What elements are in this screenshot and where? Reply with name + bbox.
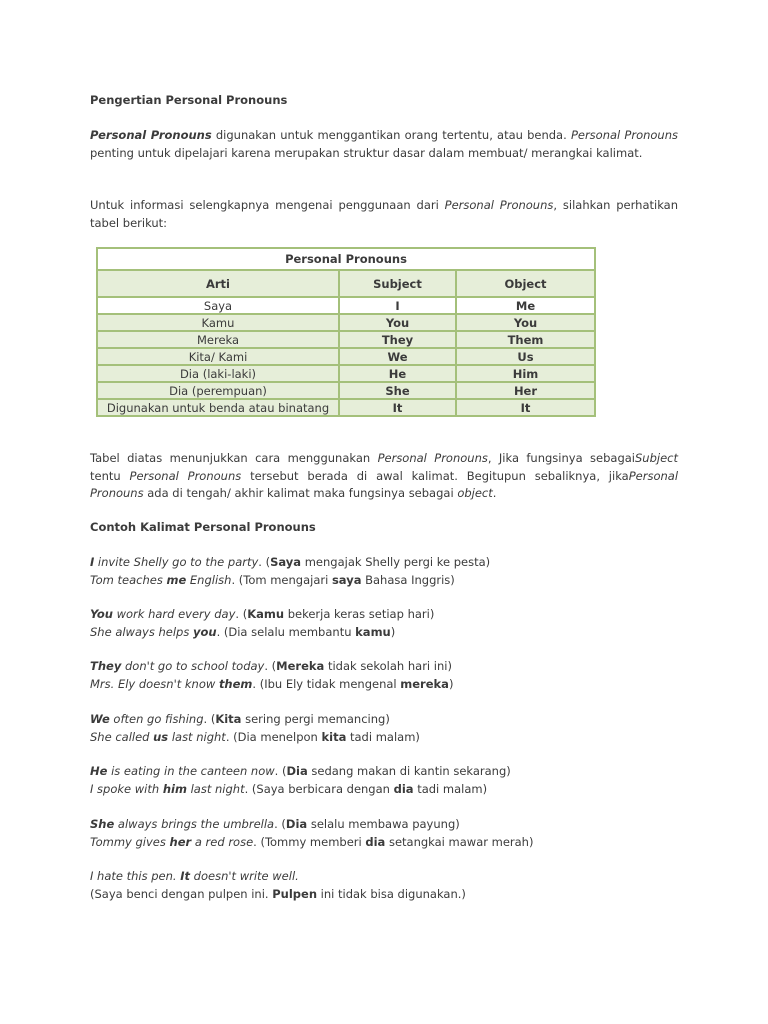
table-row [97, 382, 595, 399]
cell-subject: It [339, 399, 456, 416]
example-translation: (Saya benci dengan pulpen ini. Pulpen ini tidak bisa digunakan.) [90, 886, 466, 901]
paragraph-info: Untuk informasi selengkapnya mengenai penggunaan dari Personal Pronouns, silahkan perhatikan tabel berikut: [90, 198, 678, 230]
example-sentence: Tommy gives her a red rose. (Tommy memberi dia setangkai mawar merah) [90, 834, 534, 849]
cell-arti: Dia (laki-laki) [97, 365, 339, 382]
cell-object: Him [456, 365, 595, 382]
column-header-object: Object [456, 270, 595, 297]
cell-object: Us [456, 348, 595, 365]
cell-subject: I [339, 297, 456, 314]
paragraph-definition: Personal Pronouns digunakan untuk menggantikan orang tertentu, atau benda. Personal Pronouns penting untuk dipelajari karena merupakan struktur dasar dalam membuat/ merangkai kalimat. [90, 128, 678, 160]
table-row [97, 314, 595, 331]
column-header-subject: Subject [339, 270, 456, 297]
example-group [90, 868, 678, 903]
example-group [90, 606, 678, 641]
cell-arti: Kamu [97, 314, 339, 331]
cell-object: Her [456, 382, 595, 399]
heading-pengertian: Pengertian Personal Pronouns [90, 93, 288, 107]
cell-arti: Mereka [97, 331, 339, 348]
example-group [90, 816, 678, 851]
example-group [90, 711, 678, 746]
pronouns-table [96, 247, 596, 417]
example-sentence: She called us last night. (Dia menelpon kita tadi malam) [90, 729, 420, 744]
cell-object: Them [456, 331, 595, 348]
example-sentence: She always brings the umbrella. (Dia selalu membawa payung) [90, 817, 460, 831]
cell-subject: We [339, 348, 456, 365]
table-row [97, 365, 595, 382]
table-row [97, 399, 595, 416]
cell-subject: She [339, 382, 456, 399]
example-group [90, 658, 678, 693]
cell-subject: They [339, 331, 456, 348]
cell-subject: He [339, 365, 456, 382]
table-row [97, 331, 595, 348]
table-title: Personal Pronouns [97, 248, 595, 270]
example-sentence: We often go fishing. (Kita sering pergi memancing) [90, 712, 390, 726]
example-sentence: I spoke with him last night. (Saya berbicara dengan dia tadi malam) [90, 781, 488, 796]
example-sentence: He is eating in the canteen now. (Dia sedang makan di kantin sekarang) [90, 764, 511, 778]
table-row [97, 297, 595, 314]
cell-arti: Saya [97, 297, 339, 314]
example-sentence: I invite Shelly go to the party. (Saya mengajak Shelly pergi ke pesta) [90, 555, 491, 569]
example-sentence: She always helps you. (Dia selalu membantu kamu) [90, 624, 396, 639]
cell-arti: Dia (perempuan) [97, 382, 339, 399]
example-sentence: I hate this pen. It doesn't write well. [90, 869, 299, 883]
heading-contoh-kalimat: Contoh Kalimat Personal Pronouns [90, 520, 316, 534]
cell-subject: You [339, 314, 456, 331]
column-header-arti: Arti [97, 270, 339, 297]
cell-object: It [456, 399, 595, 416]
cell-object: Me [456, 297, 595, 314]
paragraph-explanation: Tabel diatas menunjukkan cara menggunakan Personal Pronouns, Jika fungsinya sebagaiSubject tentu Personal Pronouns tersebut berada di awal kalimat. Begitupun sebaliknya, jikaPersonal Pronouns ada di tengah/ akhir kalimat maka fungsinya sebagai object. [90, 451, 679, 500]
cell-object: You [456, 314, 595, 331]
example-sentence: Tom teaches me English. (Tom mengajari saya Bahasa Inggris) [90, 572, 455, 587]
example-sentence: Mrs. Ely doesn't know them. (Ibu Ely tidak mengenal mereka) [90, 676, 454, 691]
example-sentence: You work hard every day. (Kamu bekerja keras setiap hari) [90, 607, 435, 621]
example-group [90, 554, 678, 589]
example-group [90, 763, 678, 798]
cell-arti: Digunakan untuk benda atau binatang [97, 399, 339, 416]
cell-arti: Kita/ Kami [97, 348, 339, 365]
table-row [97, 348, 595, 365]
example-sentence: They don't go to school today. (Mereka tidak sekolah hari ini) [90, 659, 452, 673]
term-personal-pronouns: Personal Pronouns [90, 128, 212, 142]
